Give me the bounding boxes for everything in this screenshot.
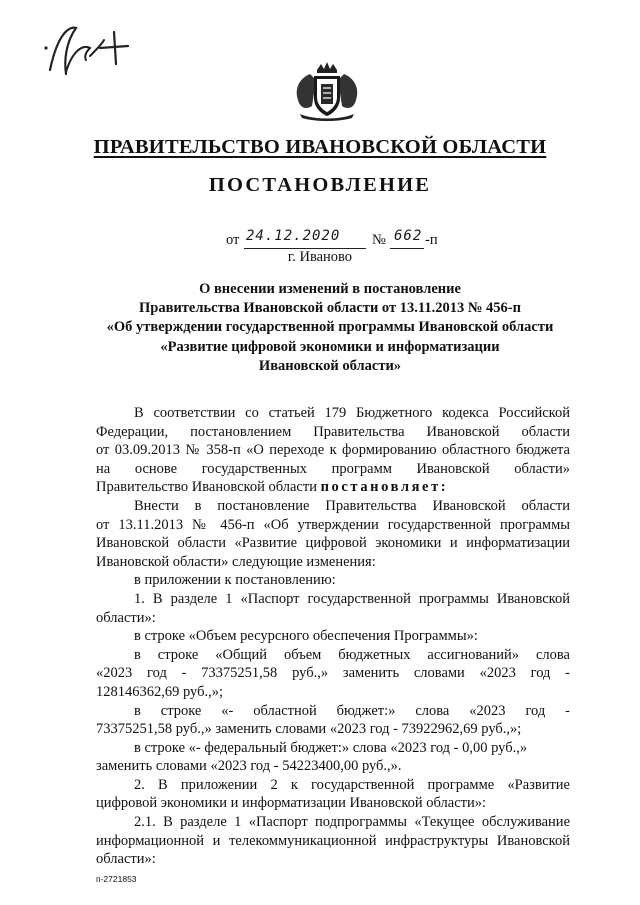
body-line: в строке «- областной бюджет:» слова «2023 год -: [134, 702, 570, 719]
body-line: заменить словами «2023 год - 54223400,00 руб.,».: [96, 758, 402, 775]
city: г. Иваново: [287, 249, 353, 265]
subject-line: О внесении изменений в постановление: [199, 281, 461, 297]
date-prefix: от: [226, 232, 240, 248]
subject-line: Правительства Ивановской области от 13.11.2013 № 456-п: [139, 300, 521, 317]
document-subject: [60, 280, 600, 376]
body-line: области»:: [96, 609, 156, 626]
body-line: Ивановской области «Развитие цифровой экономики и информатизации: [96, 535, 570, 552]
body-line: от 03.09.2013 № 358-п «О переходе к формированию областного бюджета: [96, 442, 570, 459]
body-line: на основе государственных программ Ивановской области»: [96, 460, 570, 477]
body-line: области»:: [96, 851, 156, 868]
number-suffix: -п: [425, 232, 438, 248]
body-line-text: Правительство Ивановской области: [96, 479, 317, 496]
footer-code: п-2721853: [96, 874, 137, 884]
body-line: В соответствии со статьей 179 Бюджетного кодекса Российской: [134, 405, 570, 421]
body-line: в строке «Общий объем бюджетных ассигнований» слова: [134, 646, 570, 663]
handwritten-mark: [36, 22, 146, 82]
body-line: 2.1. В разделе 1 «Паспорт подпрограммы «Текущее обслуживание: [134, 814, 570, 831]
body-line: «2023 год - 73375251,58 руб.,» заменить словами «2023 год -: [96, 665, 570, 682]
body-line: цифровой экономики и информатизации Ивановской области»:: [96, 795, 487, 812]
document-date: 24.12.2020: [246, 228, 341, 244]
coat-of-arms-icon: [290, 60, 364, 122]
number-prefix: №: [372, 232, 386, 248]
org-title: ПРАВИТЕЛЬСТВО ИВАНОВСКОЙ ОБЛАСТИ: [93, 136, 547, 158]
subject-line: «Развитие цифровой экономики и информатизации: [160, 338, 500, 355]
body-line: [96, 478, 570, 497]
subject-line: «Об утверждении государственной программы Ивановской области: [106, 319, 554, 336]
body-line: от 13.11.2013 № 456-п «Об утверждении государственной программы: [96, 516, 570, 533]
body-line: 128146362,69 руб.,»;: [96, 683, 224, 700]
body-line: Внести в постановление Правительства Ивановской области: [134, 497, 570, 514]
document-number: 662: [394, 228, 423, 244]
body-line: 2. В приложении 2 к государственной программе «Развитие: [134, 776, 570, 793]
body-line: 1. В разделе 1 «Паспорт государственной программы Ивановской: [134, 590, 570, 607]
document-type: ПОСТАНОВЛЕНИЕ: [208, 174, 432, 196]
body-line: в приложении к постановлению:: [134, 572, 336, 589]
body-line: Ивановской области» следующие изменения:: [96, 553, 376, 570]
body-line: в строке «Объем ресурсного обеспечения Программы»:: [134, 628, 478, 645]
body-line: информационной и телекоммуникационной инфраструктуры Ивановской: [96, 832, 570, 849]
subject-line: Ивановской области»: [258, 357, 402, 374]
document-body: [96, 404, 570, 869]
body-line: 73375251,58 руб.,» заменить словами «2023 год - 73922962,69 руб.,»;: [96, 721, 522, 738]
body-line: Федерации, постановлением Правительства Ивановской области: [96, 423, 570, 440]
body-line: в строке «- федеральный бюджет:» слова «2023 год - 0,00 руб.,»: [134, 739, 528, 756]
decree-keyword: постановляет:: [320, 479, 449, 496]
